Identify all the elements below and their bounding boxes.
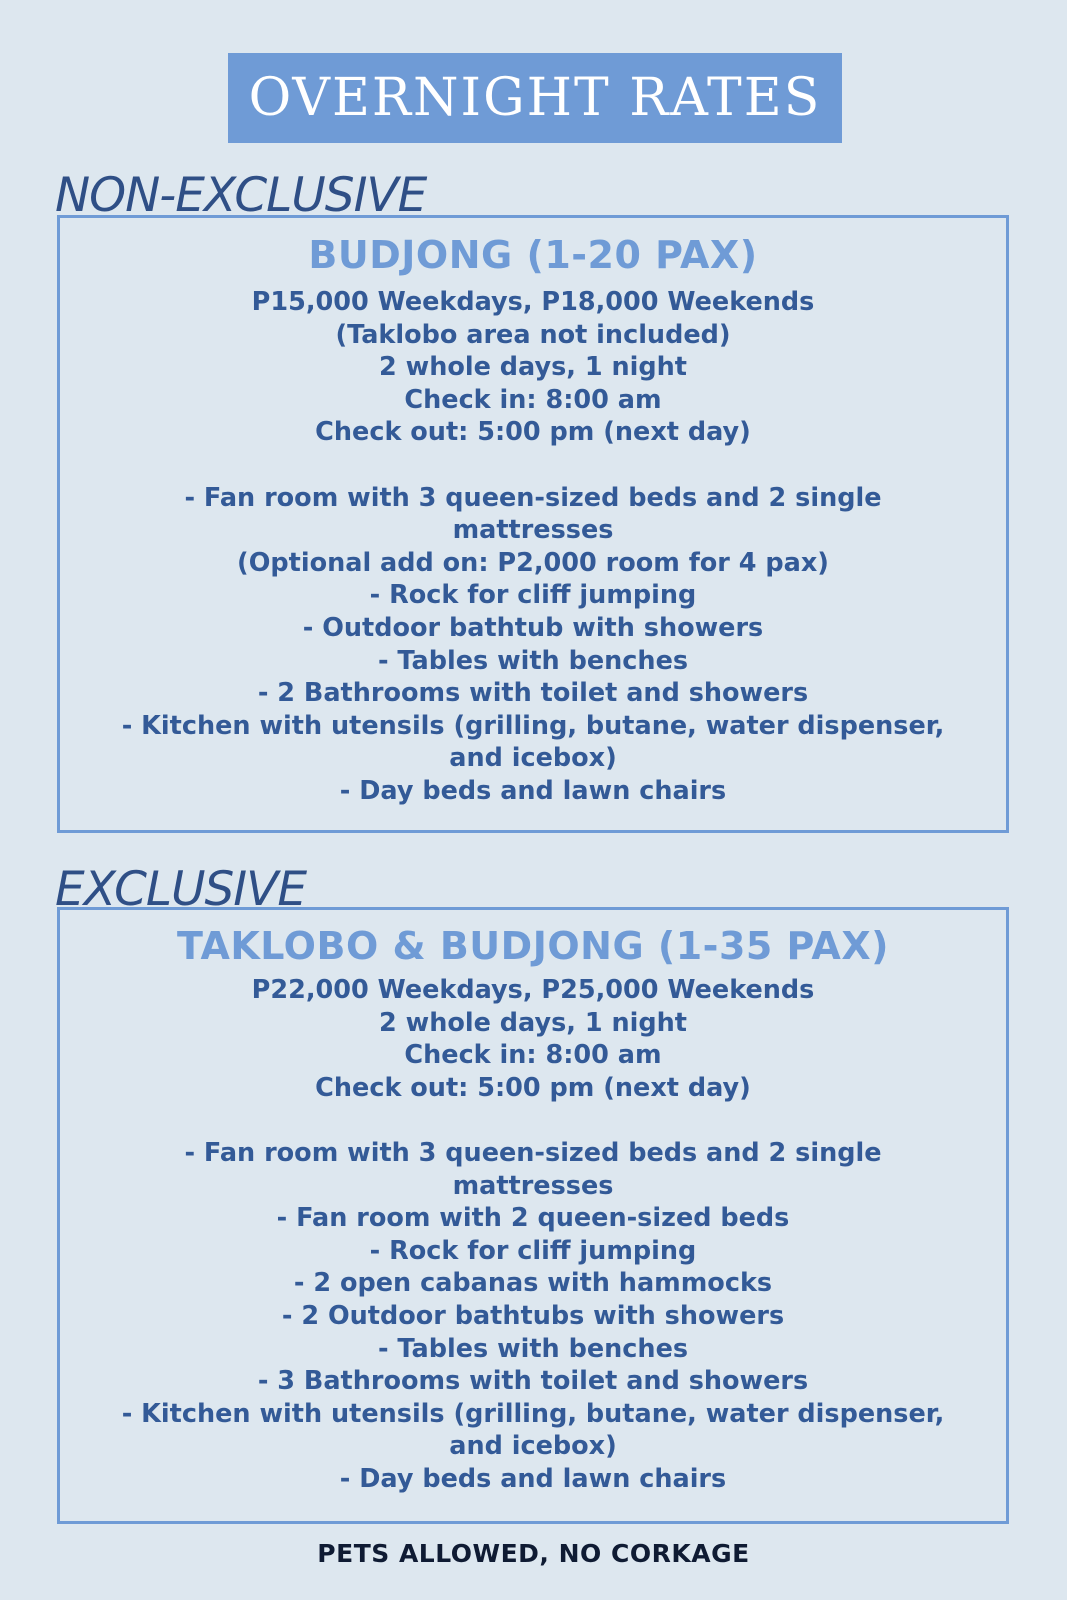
exclusive-amenity: - Tables with benches [377,1333,689,1364]
non-exclusive-package-title: BUDJONG (1-20 PAX) [308,233,758,277]
non-exclusive-amenity: - Tables with benches [377,645,689,676]
exclusive-amenity: - Rock for cliff jumping [369,1235,697,1266]
exclusive-amenity: - Fan room with 2 queen-sized beds [276,1203,790,1234]
non-exclusive-amenity: - Rock for cliff jumping [369,580,697,611]
exclusive-detail: Check out: 5:00 pm (next day) [315,1072,751,1103]
non-exclusive-amenity: and icebox) [449,743,617,774]
exclusive-detail: P22,000 Weekdays, P25,000 Weekends [251,975,815,1005]
non-exclusive-amenity: - Kitchen with utensils (grilling, butane, water dispenser, [121,710,945,741]
exclusive-amenity: - 2 Outdoor bathtubs with showers [281,1300,785,1331]
exclusive-amenity: and icebox) [449,1431,617,1462]
exclusive-label: EXCLUSIVE [55,862,307,917]
non-exclusive-amenity: mattresses [452,515,614,546]
page-title: OVERNIGHT RATES [248,68,822,128]
non-exclusive-detail: P15,000 Weekdays, P18,000 Weekends [251,287,815,317]
exclusive-detail: 2 whole days, 1 night [379,1007,687,1038]
non-exclusive-detail: Check in: 8:00 am [404,384,662,415]
non-exclusive-amenity: - Fan room with 3 queen-sized beds and 2 single [184,482,882,513]
non-exclusive-amenity: - Day beds and lawn chairs [339,775,727,806]
title-banner [228,53,842,143]
non-exclusive-amenity: - Outdoor bathtub with showers [302,612,764,643]
non-exclusive-amenity: (Optional add on: P2,000 room for 4 pax) [237,547,829,578]
spacer [60,1104,1006,1137]
non-exclusive-package-box [57,215,1009,833]
exclusive-amenity: mattresses [452,1170,614,1201]
exclusive-amenity: - 2 open cabanas with hammocks [293,1268,773,1299]
non-exclusive-label: NON-EXCLUSIVE [55,168,427,223]
exclusive-amenity: - Fan room with 3 queen-sized beds and 2 single [184,1137,882,1168]
non-exclusive-detail: 2 whole days, 1 night [379,352,687,383]
exclusive-amenity: - Day beds and lawn chairs [339,1463,727,1494]
spacer [60,449,1006,482]
exclusive-detail: Check in: 8:00 am [404,1040,662,1071]
exclusive-amenity: - 3 Bathrooms with toilet and showers [257,1366,809,1397]
non-exclusive-amenity: - 2 Bathrooms with toilet and showers [257,678,809,709]
non-exclusive-detail: (Taklobo area not included) [335,319,731,350]
footer-note: PETS ALLOWED, NO CORKAGE [317,1539,750,1568]
exclusive-package-title: TAKLOBO & BUDJONG (1-35 PAX) [176,924,889,968]
exclusive-package-box [57,907,1009,1524]
non-exclusive-detail: Check out: 5:00 pm (next day) [315,417,751,448]
exclusive-amenity: - Kitchen with utensils (grilling, butane, water dispenser, [121,1398,945,1429]
